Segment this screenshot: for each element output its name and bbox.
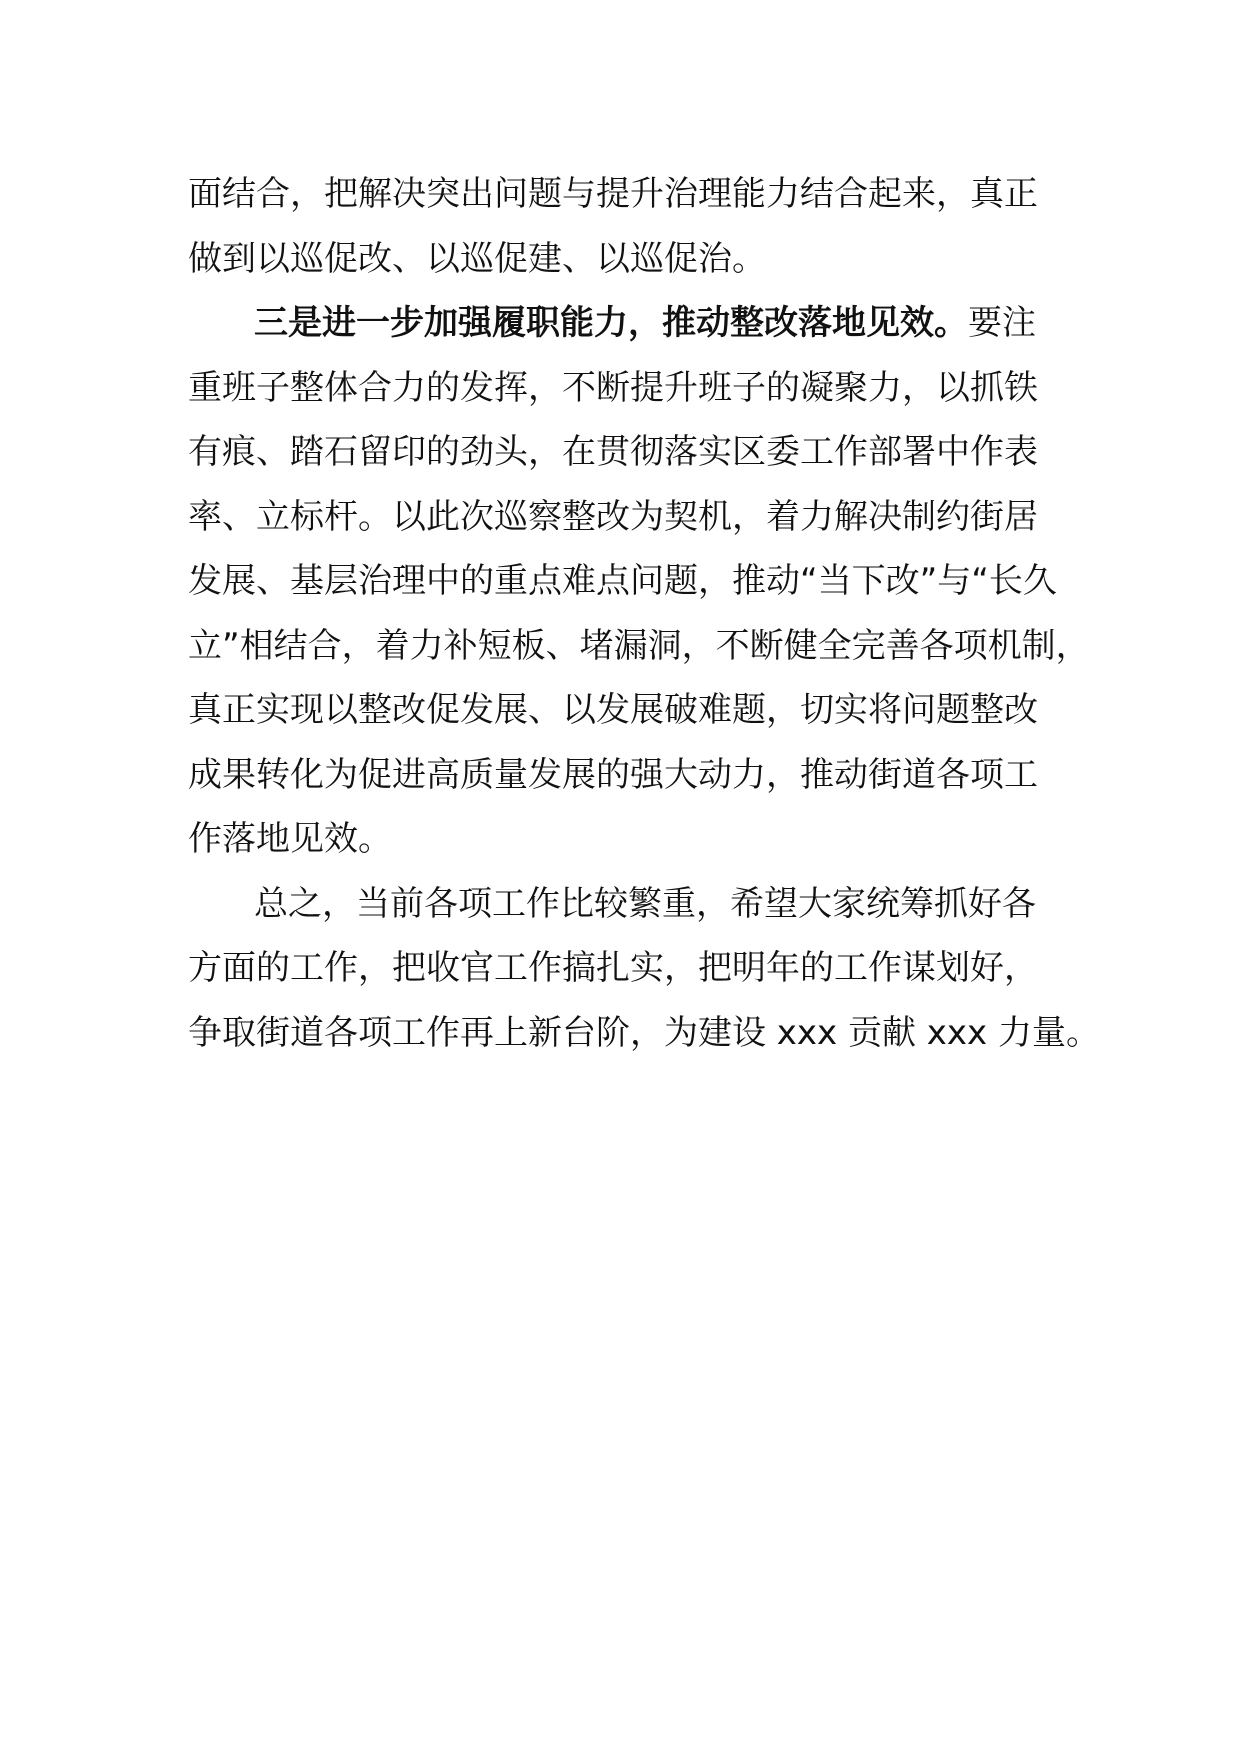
text-fragment: 要注 — [968, 303, 1036, 343]
paragraph-continuation — [188, 162, 1088, 291]
text-line: 有痕、踏石留印的劲头，在贯彻落实区委工作部署中作表 — [188, 432, 1038, 472]
text-line: 争取街道各项工作再上新台阶，为建设 xxx 贡献 xxx 力量。 — [188, 1012, 1100, 1053]
text-line: 面结合，把解决突出问题与提升治理能力结合起来，真正 — [188, 174, 1038, 214]
text-line — [188, 291, 1088, 356]
text-line: 重班子整体合力的发挥，不断提升班子的凝聚力，以抓铁 — [188, 367, 1038, 408]
text-line: 率、立标杆。以此次巡察整改为契机，着力解决制约街居 — [188, 496, 1038, 537]
text-line: 作落地见效。 — [188, 819, 392, 859]
paragraph-point-three — [188, 291, 1088, 872]
text-line: 成果转化为促进高质量发展的强大动力，推动街道各项工 — [188, 754, 1038, 795]
paragraph-conclusion — [188, 872, 1100, 1066]
text-line: 总之，当前各项工作比较繁重，希望大家统筹抓好各 — [254, 883, 1036, 924]
text-line: 真正实现以整改促发展、以发展破难题，切实将问题整改 — [188, 690, 1038, 730]
paragraph-heading: 三是进一步加强履职能力，推动整改落地见效。 — [254, 303, 968, 343]
text-line: 发展、基层治理中的重点难点问题，推动“当下改”与“长久 — [188, 561, 1057, 601]
document-body — [188, 162, 1100, 1065]
text-line: 立”相结合，着力补短板、堵漏洞，不断健全完善各项机制， — [188, 625, 1090, 666]
text-line: 做到以巡促改、以巡促建、以巡促治。 — [188, 238, 766, 279]
text-line: 方面的工作，把收官工作搞扎实，把明年的工作谋划好， — [188, 948, 1038, 988]
